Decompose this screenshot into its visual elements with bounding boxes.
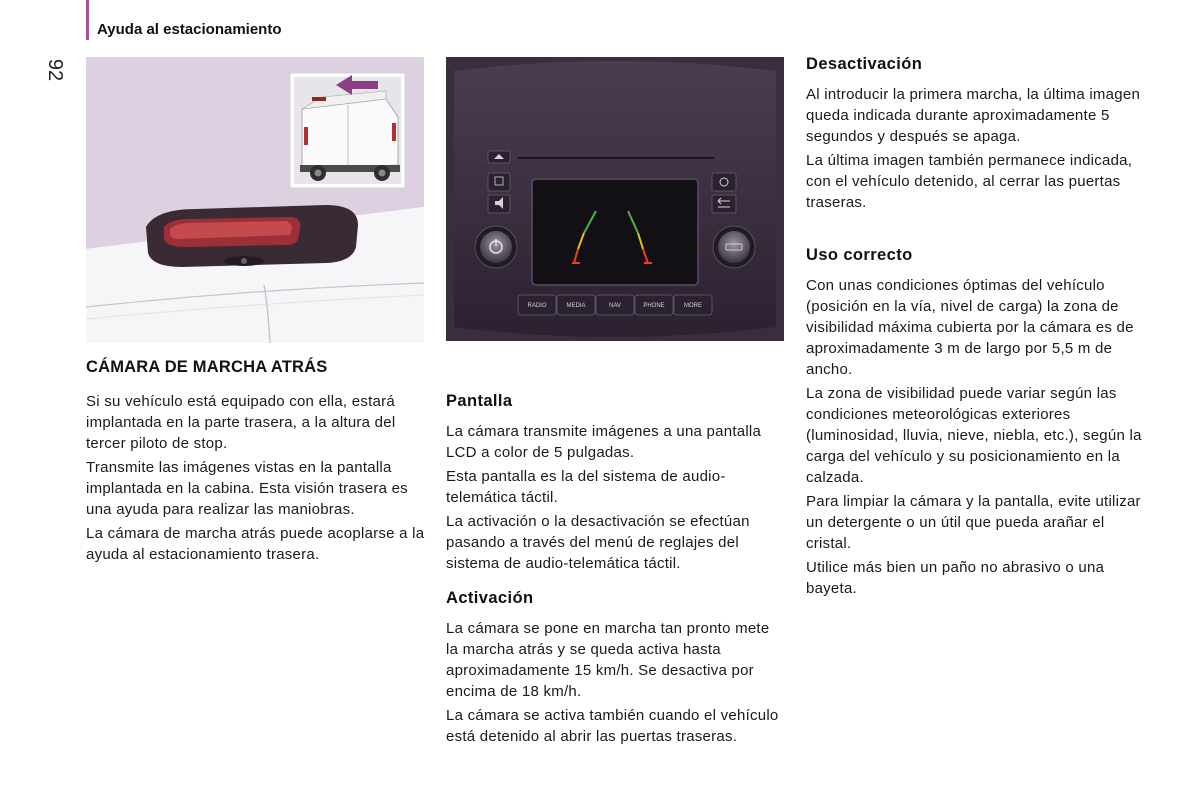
info-button[interactable] [488,173,510,191]
more-button-label: MORE [684,303,702,309]
section-title: Ayuda al estacionamiento [97,21,282,38]
bottom-button-row [518,295,712,315]
eject-icon[interactable] [488,151,510,163]
media-button-label: MEDIA [566,303,586,309]
activacion-heading: Activación [446,589,534,607]
column-3 [806,55,1151,602]
browse-knob[interactable] [713,226,755,268]
rear-camera-title: CÁMARA DE MARCHA ATRÁS [86,358,328,376]
paragraph: La última imagen también permanece indicada, con el vehículo detenido, al cerrar las puertas traseras. [806,152,1133,211]
paragraph: La cámara transmite imágenes a una pantalla LCD a color de 5 pulgadas. [446,423,762,461]
paragraph: La cámara de marcha atrás puede acoplarse a la ayuda al estacionamiento trasera. [86,525,425,563]
figure-touchscreen [446,57,784,341]
phone-button-label: PHONE [643,303,665,309]
settings-icon[interactable] [712,173,736,191]
desactivacion-heading: Desactivación [806,55,923,73]
pantalla-heading: Pantalla [446,392,513,410]
paragraph: Al introducir la primera marcha, la última imagen queda indicada durante aproximadamente 5 segundos y después se apaga. [806,86,1141,145]
paragraph: La cámara se activa también cuando el vehículo está detenido al abrir las puertas traseras. [446,707,779,745]
paragraph: La cámara se pone en marcha tan pronto mete la marcha atrás y se queda activa hasta aproximadamente 15 km/h. Se desactiva por encima de 18 km/h. [446,620,770,700]
paragraph: Esta pantalla es la del sistema de audio-telemática táctil. [446,468,726,506]
column-2 [446,392,786,750]
column-1 [86,358,426,568]
power-knob[interactable] [475,226,517,268]
paragraph: La activación o la desactivación se efectúan pasando a través del menú de reglajes del sistema de audio-telemática táctil. [446,513,750,572]
header-accent-bar [86,0,89,40]
page-number: 92 [44,58,66,82]
figure-rear-camera [86,57,424,343]
paragraph: Si su vehículo está equipado con ella, estará implantada en la parte trasera, a la altura del tercer piloto de stop. [86,393,396,452]
nav-button-label: NAV [609,303,621,309]
paragraph: La zona de visibilidad puede variar según las condiciones meteorológicas exteriores (luminosidad, lluvia, nieve, niebla, etc.), según la carga del vehículo y su posicionamiento en la calzada. [806,385,1142,486]
paragraph: Utilice más bien un paño no abrasivo o una bayeta. [806,559,1105,597]
voice-icon[interactable] [488,195,510,213]
back-icon[interactable] [712,195,736,213]
paragraph: Con unas condiciones óptimas del vehículo (posición en la vía, nivel de carga) la zona de visibilidad máxima cubierta por la cámara es de aproximadamente 3 m de largo por 5,5 m de ancho. [806,277,1134,378]
paragraph: Transmite las imágenes vistas en la pantalla implantada en la cabina. Esta visión trasera es una ayuda para realizar las maniobras. [86,459,408,518]
third-brake-light-camera [146,205,358,267]
radio-button-label: RADIO [527,303,547,309]
uso-correcto-heading: Uso correcto [806,246,913,264]
paragraph: Para limpiar la cámara y la pantalla, evite utilizar un detergente o un útil que pueda arañar el cristal. [806,493,1141,552]
